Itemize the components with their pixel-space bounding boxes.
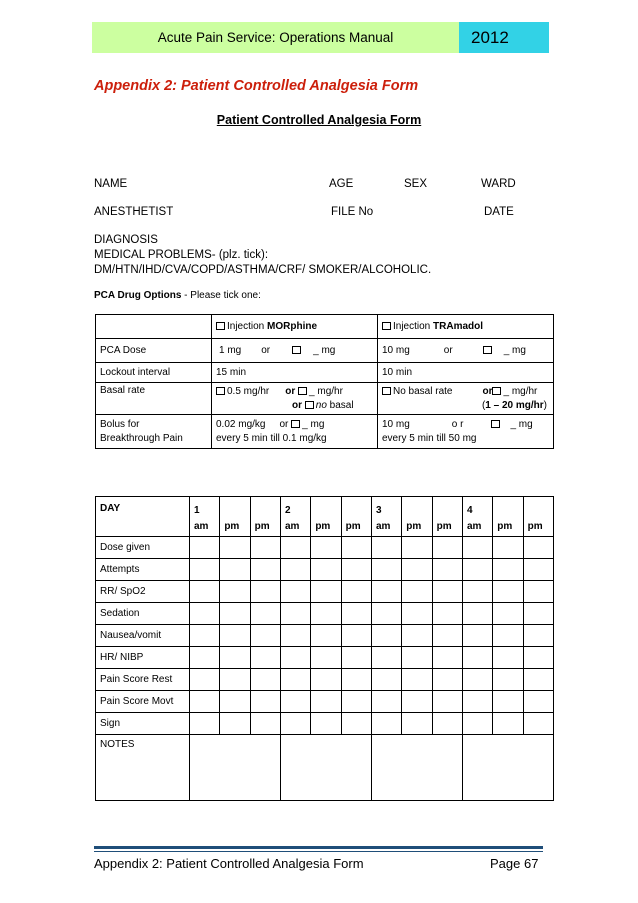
entry-cell[interactable] (341, 581, 371, 603)
entry-cell[interactable] (341, 559, 371, 581)
day-header-label: DAY (96, 497, 190, 537)
checkbox-icon[interactable] (491, 420, 500, 428)
entry-cell[interactable] (493, 537, 523, 559)
day-slot-header (280, 497, 310, 537)
entry-cell[interactable] (311, 603, 341, 625)
entry-cell[interactable] (341, 691, 371, 713)
entry-cell[interactable] (432, 581, 462, 603)
time-slot-label: pm (406, 521, 422, 532)
row-label: Dose given (96, 537, 190, 559)
bolus-label: Bolus for Breakthrough Pain (96, 415, 212, 449)
header-title: Acute Pain Service: Operations Manual (92, 22, 459, 53)
entry-cell[interactable] (250, 559, 280, 581)
drug-header-empty (96, 315, 212, 339)
day-slot-header (220, 497, 250, 537)
entry-cell[interactable] (371, 691, 401, 713)
medical-problems-label: MEDICAL PROBLEMS- (plz. tick): (94, 249, 269, 261)
anesthetist-label: ANESTHETIST (94, 206, 174, 218)
row-label: Attempts (96, 559, 190, 581)
morphine-pca-dose: 1 mg or _ mg (212, 339, 378, 363)
entry-cell[interactable] (220, 603, 250, 625)
lockout-label: Lockout interval (96, 363, 212, 383)
entry-cell[interactable] (402, 537, 432, 559)
checkbox-icon[interactable] (492, 387, 501, 395)
entry-cell[interactable] (432, 647, 462, 669)
entry-cell[interactable] (462, 537, 492, 559)
checkbox-icon[interactable] (382, 387, 391, 395)
page-number: Page 67 (490, 856, 539, 871)
entry-cell[interactable] (402, 713, 432, 735)
entry-cell[interactable] (523, 669, 553, 691)
entry-cell[interactable] (493, 581, 523, 603)
entry-cell[interactable] (523, 559, 553, 581)
notes-label: NOTES (96, 735, 190, 801)
tramadol-pca-dose: 10 mg or _ mg (378, 339, 554, 363)
checkbox-icon[interactable] (292, 346, 301, 354)
entry-cell[interactable] (462, 625, 492, 647)
entry-cell[interactable] (432, 625, 462, 647)
entry-cell[interactable] (402, 647, 432, 669)
checkbox-icon[interactable] (291, 420, 300, 428)
entry-cell[interactable] (311, 537, 341, 559)
time-slot-label: pm (345, 521, 361, 532)
table-row (96, 559, 554, 581)
entry-cell[interactable] (432, 713, 462, 735)
day-number: 1 (194, 505, 200, 516)
row-label: Sign (96, 713, 190, 735)
entry-cell[interactable] (250, 537, 280, 559)
entry-cell[interactable] (220, 581, 250, 603)
entry-cell[interactable] (311, 647, 341, 669)
entry-cell[interactable] (523, 603, 553, 625)
entry-cell[interactable] (341, 603, 371, 625)
notes-cell[interactable] (280, 735, 371, 801)
row-label: Pain Score Movt (96, 691, 190, 713)
entry-cell[interactable] (371, 559, 401, 581)
medical-problems-list: DM/HTN/IHD/CVA/COPD/ASTHMA/CRF/ SMOKER/ALCOHOLIC. (94, 264, 432, 276)
entry-cell[interactable] (371, 669, 401, 691)
footer-title: Appendix 2: Patient Controlled Analgesia Form (94, 856, 364, 871)
entry-cell[interactable] (432, 603, 462, 625)
day-number: 2 (284, 505, 291, 516)
drug-options-title: PCA Drug Options (94, 290, 182, 301)
entry-cell[interactable] (250, 669, 280, 691)
entry-cell[interactable] (311, 669, 341, 691)
checkbox-icon[interactable] (483, 346, 492, 354)
table-row (96, 581, 554, 603)
entry-cell[interactable] (190, 537, 220, 559)
entry-cell[interactable] (341, 625, 371, 647)
time-slot-label: pm (315, 521, 331, 532)
entry-cell[interactable] (371, 537, 401, 559)
time-slot-label: am (375, 521, 391, 532)
entry-cell[interactable] (462, 581, 492, 603)
entry-cell[interactable] (311, 713, 341, 735)
entry-cell[interactable] (493, 647, 523, 669)
day-number: 4 (466, 505, 473, 516)
table-row (96, 537, 554, 559)
checkbox-icon[interactable] (298, 387, 307, 395)
entry-cell[interactable] (341, 647, 371, 669)
entry-cell[interactable] (523, 713, 553, 735)
entry-cell[interactable] (402, 669, 432, 691)
table-row (96, 713, 554, 735)
entry-cell[interactable] (190, 647, 220, 669)
day-slot-header (190, 497, 220, 537)
entry-cell[interactable] (462, 559, 492, 581)
entry-cell[interactable] (493, 559, 523, 581)
entry-cell[interactable] (250, 713, 280, 735)
entry-cell[interactable] (190, 581, 220, 603)
row-label: RR/ SpO2 (96, 581, 190, 603)
entry-cell[interactable] (250, 625, 280, 647)
notes-cell[interactable] (371, 735, 462, 801)
entry-cell[interactable] (280, 559, 310, 581)
entry-cell[interactable] (280, 691, 310, 713)
day-slot-header (250, 497, 280, 537)
morphine-lockout: 15 min (212, 363, 378, 383)
entry-cell[interactable] (220, 713, 250, 735)
time-slot-label: pm (497, 521, 513, 532)
time-slot-label: am (466, 521, 482, 532)
tramadol-lockout: 10 min (378, 363, 554, 383)
tramadol-bolus: 10 mg o r _ mg every 5 min till 50 mg (378, 415, 554, 449)
date-label: DATE (484, 206, 514, 218)
day-slot-header (432, 497, 462, 537)
entry-cell[interactable] (462, 713, 492, 735)
entry-cell[interactable] (371, 713, 401, 735)
header-year: 2012 (459, 22, 549, 53)
entry-cell[interactable] (190, 691, 220, 713)
entry-cell[interactable] (462, 691, 492, 713)
entry-cell[interactable] (523, 581, 553, 603)
entry-cell[interactable] (371, 625, 401, 647)
entry-cell[interactable] (250, 647, 280, 669)
morphine-bolus: 0.02 mg/kg or _ mg every 5 min till 0.1 mg/kg (212, 415, 378, 449)
name-label: NAME (94, 178, 128, 190)
entry-cell[interactable] (190, 713, 220, 735)
entry-cell[interactable] (220, 691, 250, 713)
entry-cell[interactable] (280, 581, 310, 603)
entry-cell[interactable] (190, 603, 220, 625)
day-slot-header (371, 497, 401, 537)
entry-cell[interactable] (493, 713, 523, 735)
ward-label: WARD (481, 178, 516, 190)
entry-cell[interactable] (493, 625, 523, 647)
entry-cell[interactable] (402, 581, 432, 603)
entry-cell[interactable] (220, 669, 250, 691)
entry-cell[interactable] (371, 647, 401, 669)
day-slot-header (341, 497, 371, 537)
entry-cell[interactable] (280, 537, 310, 559)
entry-cell[interactable] (341, 537, 371, 559)
entry-cell[interactable] (250, 581, 280, 603)
entry-cell[interactable] (402, 625, 432, 647)
notes-cell[interactable] (190, 735, 281, 801)
entry-cell[interactable] (280, 625, 310, 647)
entry-cell[interactable] (462, 647, 492, 669)
table-row (96, 669, 554, 691)
entry-cell[interactable] (371, 581, 401, 603)
day-slot-header (311, 497, 341, 537)
entry-cell[interactable] (493, 669, 523, 691)
entry-cell[interactable] (190, 669, 220, 691)
sex-label: SEX (404, 178, 428, 190)
time-slot-label: am (194, 521, 209, 532)
entry-cell[interactable] (311, 559, 341, 581)
checkbox-icon[interactable] (305, 401, 314, 409)
entry-cell[interactable] (220, 647, 250, 669)
entry-cell[interactable] (280, 713, 310, 735)
entry-cell[interactable] (462, 669, 492, 691)
entry-cell[interactable] (493, 691, 523, 713)
daily-observation-table (95, 496, 554, 801)
entry-cell[interactable] (280, 603, 310, 625)
entry-cell[interactable] (220, 537, 250, 559)
morphine-option[interactable]: Injection MORphine (212, 315, 378, 339)
morphine-basal-rate: 0.5 mg/hr or _ mg/hr or no basal (212, 383, 378, 415)
table-row (96, 647, 554, 669)
drug-options-hint: - Please tick one: (181, 290, 261, 301)
drug-options-label (94, 290, 261, 301)
entry-cell[interactable] (523, 537, 553, 559)
time-slot-label: pm (254, 521, 270, 532)
time-slot-label: am (284, 521, 300, 532)
day-slot-header (523, 497, 553, 537)
diagnosis-label: DIAGNOSIS (94, 234, 158, 246)
time-slot-label: pm (527, 521, 543, 532)
pca-dose-label: PCA Dose (96, 339, 212, 363)
entry-cell[interactable] (432, 559, 462, 581)
appendix-title: Appendix 2: Patient Controlled Analgesia Form (94, 78, 419, 94)
entry-cell[interactable] (493, 603, 523, 625)
entry-cell[interactable] (311, 691, 341, 713)
table-row (96, 691, 554, 713)
time-slot-label: pm (436, 521, 452, 532)
basal-rate-label: Basal rate (96, 383, 212, 415)
entry-cell[interactable] (402, 691, 432, 713)
entry-cell[interactable] (280, 647, 310, 669)
drug-options-table (95, 314, 554, 449)
table-row (96, 625, 554, 647)
entry-cell[interactable] (220, 625, 250, 647)
tramadol-option[interactable]: Injection TRAmadol (378, 315, 554, 339)
entry-cell[interactable] (220, 559, 250, 581)
row-label: Nausea/vomit (96, 625, 190, 647)
checkbox-icon[interactable] (216, 387, 225, 395)
day-slot-header (462, 497, 492, 537)
checkbox-icon[interactable] (216, 322, 225, 330)
entry-cell[interactable] (523, 691, 553, 713)
entry-cell[interactable] (402, 559, 432, 581)
footer-rule-thin (94, 851, 543, 852)
row-label: HR/ NIBP (96, 647, 190, 669)
day-slot-header (402, 497, 432, 537)
checkbox-icon[interactable] (382, 322, 391, 330)
age-label: AGE (329, 178, 354, 190)
entry-cell[interactable] (311, 625, 341, 647)
entry-cell[interactable] (190, 625, 220, 647)
row-label: Sedation (96, 603, 190, 625)
entry-cell[interactable] (402, 603, 432, 625)
entry-cell[interactable] (523, 625, 553, 647)
entry-cell[interactable] (432, 537, 462, 559)
entry-cell[interactable] (250, 603, 280, 625)
footer-rule-thick (94, 846, 543, 849)
entry-cell[interactable] (341, 713, 371, 735)
table-row (96, 603, 554, 625)
form-title: Patient Controlled Analgesia Form (216, 113, 422, 127)
entry-cell[interactable] (462, 603, 492, 625)
row-label: Pain Score Rest (96, 669, 190, 691)
entry-cell[interactable] (432, 691, 462, 713)
entry-cell[interactable] (250, 691, 280, 713)
time-slot-label: pm (224, 521, 240, 532)
tramadol-basal-rate: No basal rate or _ mg/hr (1 – 20 mg/hr) (378, 383, 554, 415)
file-no-label: FILE No (331, 206, 374, 218)
notes-cell[interactable] (462, 735, 553, 801)
entry-cell[interactable] (280, 669, 310, 691)
day-slot-header (493, 497, 523, 537)
entry-cell[interactable] (523, 647, 553, 669)
entry-cell[interactable] (432, 669, 462, 691)
entry-cell[interactable] (371, 603, 401, 625)
entry-cell[interactable] (190, 559, 220, 581)
entry-cell[interactable] (341, 669, 371, 691)
entry-cell[interactable] (311, 581, 341, 603)
day-number: 3 (375, 505, 382, 516)
